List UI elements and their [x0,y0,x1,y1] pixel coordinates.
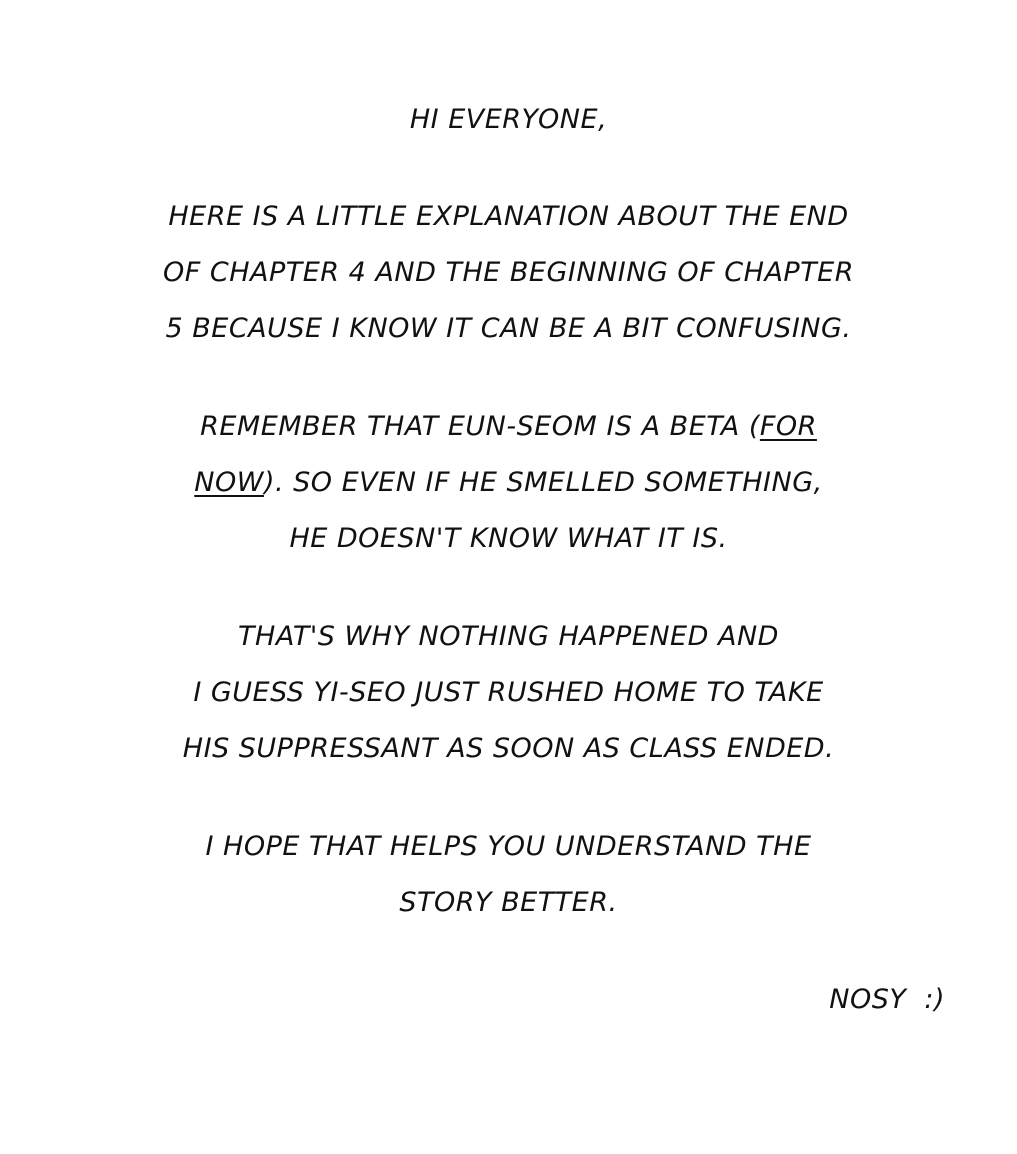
paragraph-3-line-2: I GUESS YI-SEO JUST RUSHED HOME TO TAKE [193,677,824,708]
paragraph-3-line-1: THAT'S WHY NOTHING HAPPENED AND [238,621,779,652]
paragraph-2-line-2-text: ). SO EVEN IF HE SMELLED SOMETHING, [263,467,823,498]
paragraph-4-line-2: STORY BETTER. [399,887,618,918]
signature [829,980,945,1020]
paragraph-1-line-3: 5 BECAUSE I KNOW IT CAN BE A BIT CONFUSING. [165,313,852,344]
greeting: HI EVERYONE, [409,104,608,135]
paragraph-2-line-1 [0,407,1017,447]
paragraph-4-line-1: I HOPE THAT HELPS YOU UNDERSTAND THE [205,831,812,862]
underlined-for: FOR [759,411,817,442]
paragraph-1-line-2: OF CHAPTER 4 AND THE BEGINNING OF CHAPTER [162,257,855,288]
paragraph-2-line-2 [0,463,1017,503]
smiley-text: :) [924,984,945,1015]
paragraph-2-line-3: HE DOESN'T KNOW WHAT IT IS. [289,523,728,554]
underlined-now: NOW [194,467,264,498]
signature-name: NOSY [829,984,907,1015]
paragraph-2-line-1-text: REMEMBER THAT EUN-SEOM IS A BETA ( [200,411,760,442]
paragraph-1-line-1: HERE IS A LITTLE EXPLANATION ABOUT THE END [168,201,849,232]
paragraph-3-line-3: HIS SUPPRESSANT AS SOON AS CLASS ENDED. [182,733,835,764]
